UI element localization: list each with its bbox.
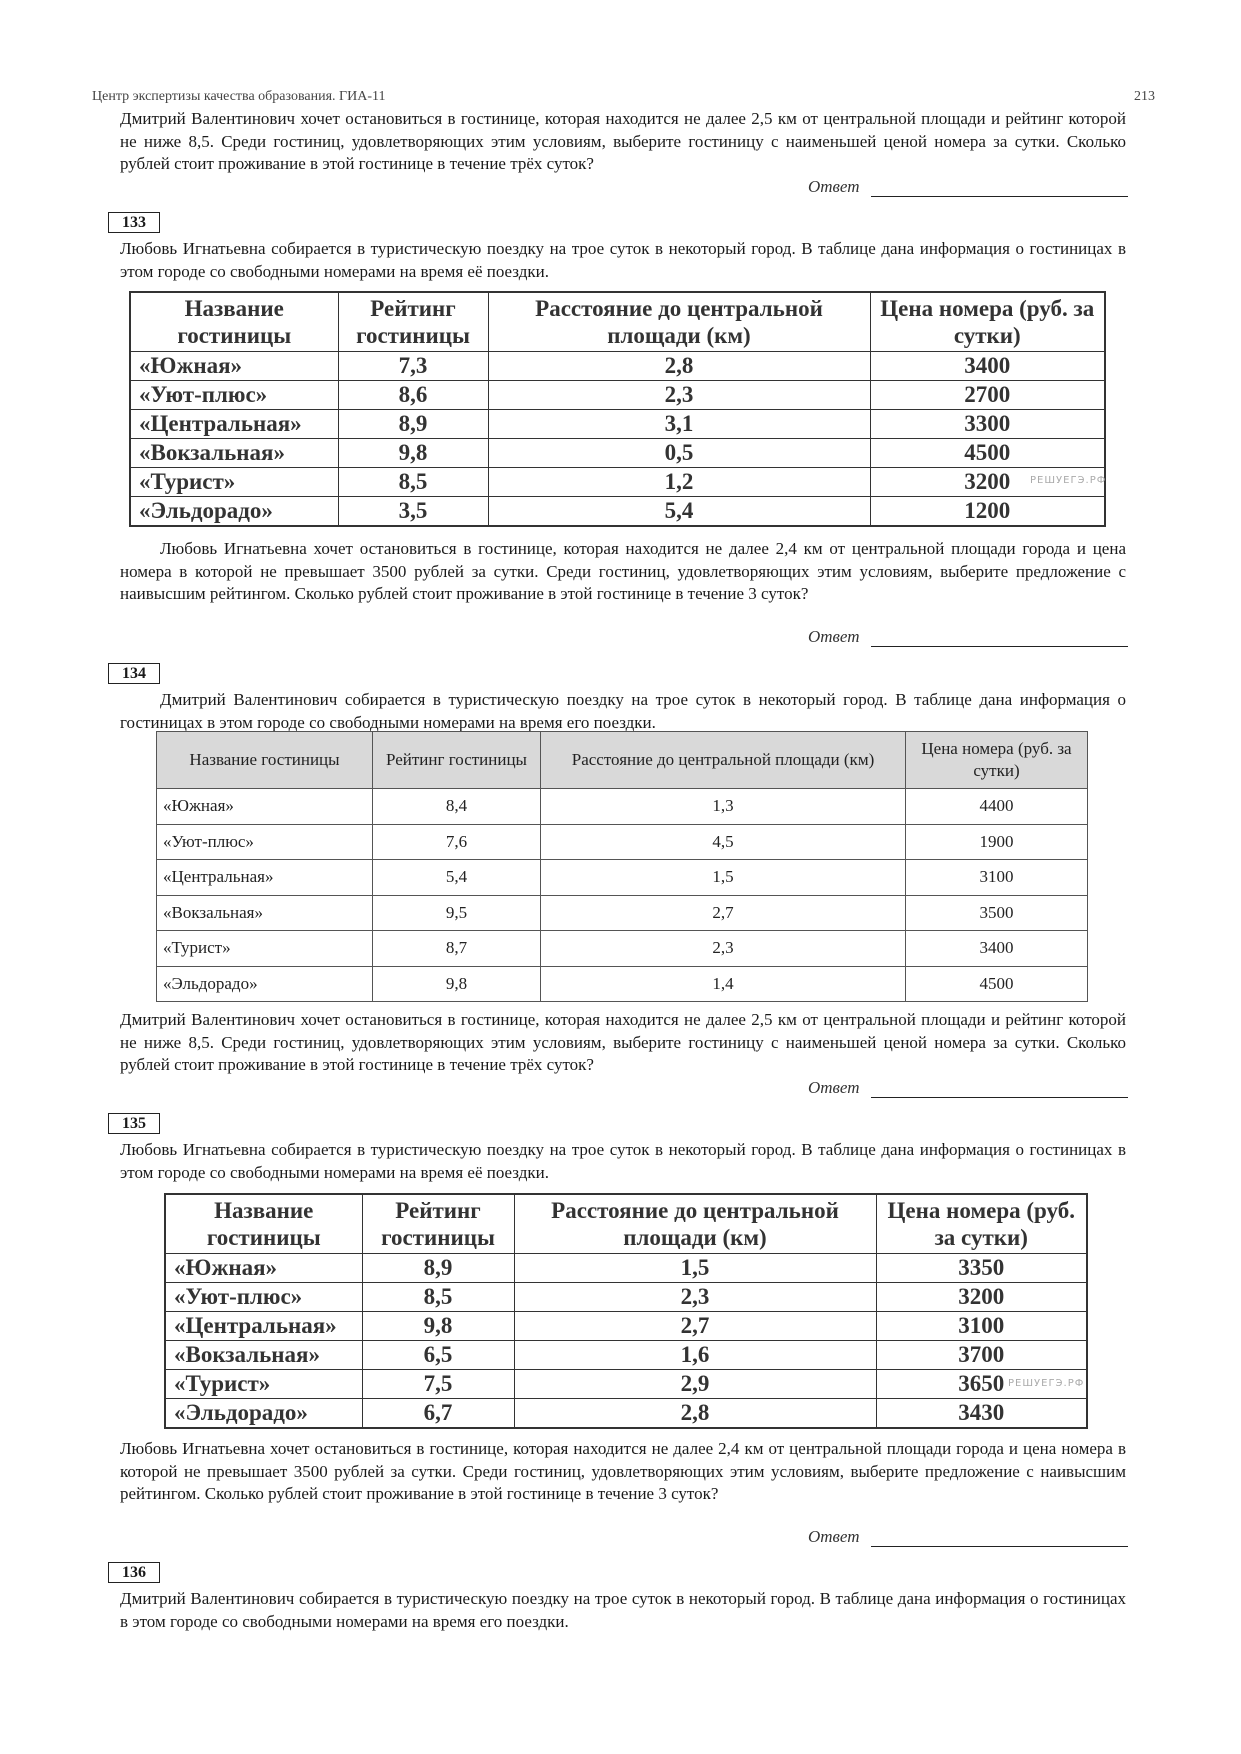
cell-name: «Вокзальная»: [165, 1341, 362, 1370]
cell-distance: 1,5: [541, 860, 906, 896]
table-row: [130, 352, 1105, 381]
cell-distance: 4,5: [541, 824, 906, 860]
cell-rating: 9,8: [362, 1312, 514, 1341]
header-price: Цена номера (руб. за сутки): [906, 732, 1088, 789]
table-row: [165, 1399, 1087, 1429]
cell-price: 3200: [876, 1283, 1087, 1312]
cell-distance: 1,6: [514, 1341, 876, 1370]
cell-price: 3200: [870, 468, 1105, 497]
table-row: [165, 1283, 1087, 1312]
cell-rating: 7,6: [373, 824, 541, 860]
answer-label: Ответ: [808, 177, 860, 196]
header-rating: Рейтинг гостиницы: [362, 1194, 514, 1254]
problem-134-question: Дмитрий Валентинович хочет остановиться в гостинице, которая находится не далее 2,5 км от центральной площади и рейтинг которой не ниже 8,5. Среди гостиниц, удовлетворяющих этим условиям, выберите гостиницу с наименьшей ценой номера за сутки. Сколько рублей стоит проживание в этой гостинице в течение трёх суток?: [120, 1010, 1126, 1074]
answer-line: [871, 1546, 1128, 1547]
cell-name: «Уют-плюс»: [130, 381, 338, 410]
header-distance: Расстояние до центральной площади (км): [488, 292, 870, 352]
answer-field: [808, 1527, 1128, 1549]
table-row: [165, 1341, 1087, 1370]
answer-label: Ответ: [808, 627, 860, 646]
header-distance: Расстояние до центральной площади (км): [541, 732, 906, 789]
answer-line: [871, 646, 1128, 647]
cell-price: 3700: [876, 1341, 1087, 1370]
problem-number-133: 133: [108, 212, 160, 233]
problem-135-question: Любовь Игнатьевна хочет остановиться в гостинице, которая находится не далее 2,4 км от центральной площади города и цена номера в которой не превышает 3500 рублей за сутки. Среди гостиниц, удовлетворяющих этим условиям, выберите предложение с наивысшим рейтингом. Сколько рублей стоит проживание в этой гостинице в течение 3 суток?: [120, 1439, 1126, 1503]
cell-name: «Эльдорадо»: [157, 966, 373, 1002]
table-row: [165, 1254, 1087, 1283]
table-row: [130, 381, 1105, 410]
cell-distance: 2,3: [488, 381, 870, 410]
table-header-row: [130, 292, 1105, 352]
cell-name: «Турист»: [165, 1370, 362, 1399]
cell-name: «Уют-плюс»: [157, 824, 373, 860]
answer-label: Ответ: [808, 1078, 860, 1097]
cell-rating: 8,6: [338, 381, 488, 410]
problem-136-intro: Дмитрий Валентинович собирается в туристическую поездку на трое суток в некоторый город. В таблице дана информация о гостиницах в этом городе со свободными номерами на время его поездки.: [120, 1589, 1126, 1631]
cell-price: 3500: [906, 895, 1088, 931]
table-header-row: [157, 732, 1088, 789]
cell-price: 3100: [906, 860, 1088, 896]
table-row: [157, 824, 1088, 860]
answer-line: [871, 196, 1128, 197]
header-rating: Рейтинг гостиницы: [373, 732, 541, 789]
cell-rating: 8,9: [338, 410, 488, 439]
cell-distance: 3,1: [488, 410, 870, 439]
cell-price: 3100: [876, 1312, 1087, 1341]
hotel-table-133: [129, 291, 1106, 527]
hotel-table-135: [164, 1193, 1088, 1429]
cell-price: 3400: [906, 931, 1088, 967]
cell-rating: 5,4: [373, 860, 541, 896]
cell-rating: 8,5: [362, 1283, 514, 1312]
answer-field: [808, 627, 1128, 649]
cell-rating: 8,5: [338, 468, 488, 497]
cell-distance: 2,7: [541, 895, 906, 931]
table-row: [130, 468, 1105, 497]
cell-name: «Турист»: [130, 468, 338, 497]
header-name: Название гостиницы: [130, 292, 338, 352]
cell-price: 3300: [870, 410, 1105, 439]
header-price: Цена номера (руб. за сутки): [876, 1194, 1087, 1254]
cell-distance: 2,9: [514, 1370, 876, 1399]
cell-price: 3350: [876, 1254, 1087, 1283]
cell-name: «Южная»: [165, 1254, 362, 1283]
cell-name: «Уют-плюс»: [165, 1283, 362, 1312]
table-row: [165, 1370, 1087, 1399]
cell-distance: 1,5: [514, 1254, 876, 1283]
intro-paragraph: Дмитрий Валентинович хочет остановиться в гостинице, которая находится не далее 2,5 км от центральной площади и рейтинг которой не ниже 8,5. Среди гостиниц, удовлетворяющих этим условиям, выберите гостиницу с наименьшей ценой номера за сутки. Сколько рублей стоит проживание в этой гостинице в течение трёх суток?: [120, 109, 1126, 173]
cell-price: 3430: [876, 1399, 1087, 1429]
cell-rating: 6,5: [362, 1341, 514, 1370]
table-row: [130, 410, 1105, 439]
cell-name: «Вокзальная»: [157, 895, 373, 931]
cell-rating: 9,5: [373, 895, 541, 931]
table-row: [130, 439, 1105, 468]
header-name: Название гостиницы: [157, 732, 373, 789]
table-row: [157, 789, 1088, 825]
problem-134-intro: Дмитрий Валентинович собирается в туристическую поездку на трое суток в некоторый город. В таблице дана информация о гостиницах в этом городе со свободными номерами на время его поездки.: [120, 690, 1126, 732]
cell-rating: 8,7: [373, 931, 541, 967]
table-row: [157, 966, 1088, 1002]
answer-line: [871, 1097, 1128, 1098]
cell-distance: 2,3: [514, 1283, 876, 1312]
cell-distance: 1,3: [541, 789, 906, 825]
page-number: 213: [1134, 89, 1155, 104]
table-header-row: [165, 1194, 1087, 1254]
problem-133-intro: Любовь Игнатьевна собирается в туристическую поездку на трое суток в некоторый город. В таблице дана информация о гостиницах в этом городе со свободными номерами на время её поездки.: [120, 239, 1126, 281]
problem-number-134: 134: [108, 663, 160, 684]
cell-name: «Южная»: [130, 352, 338, 381]
header-price: Цена номера (руб. за сутки): [870, 292, 1105, 352]
cell-price: 4500: [870, 439, 1105, 468]
cell-distance: 0,5: [488, 439, 870, 468]
cell-distance: 2,8: [488, 352, 870, 381]
header-title: Центр экспертизы качества образования. ГИА-11: [92, 89, 386, 104]
cell-name: «Центральная»: [157, 860, 373, 896]
cell-price: 1900: [906, 824, 1088, 860]
cell-rating: 7,5: [362, 1370, 514, 1399]
answer-field: [808, 1078, 1128, 1100]
cell-rating: 6,7: [362, 1399, 514, 1429]
problem-135-intro: Любовь Игнатьевна собирается в туристическую поездку на трое суток в некоторый город. В таблице дана информация о гостиницах в этом городе со свободными номерами на время её поездки.: [120, 1140, 1126, 1182]
cell-price: 2700: [870, 381, 1105, 410]
cell-rating: 9,8: [338, 439, 488, 468]
page-header: [92, 89, 1155, 107]
cell-price: 3650: [876, 1370, 1087, 1399]
answer-label: Ответ: [808, 1527, 860, 1546]
table-row: [157, 931, 1088, 967]
cell-name: «Центральная»: [165, 1312, 362, 1341]
cell-name: «Эльдорадо»: [130, 497, 338, 527]
cell-rating: 8,9: [362, 1254, 514, 1283]
header-rating: Рейтинг гостиницы: [338, 292, 488, 352]
cell-price: 1200: [870, 497, 1105, 527]
watermark: РЕШУЕГЭ.РФ: [1030, 475, 1107, 486]
watermark: РЕШУЕГЭ.РФ: [1008, 1378, 1085, 1389]
cell-distance: 2,8: [514, 1399, 876, 1429]
problem-number-136: 136: [108, 1562, 160, 1583]
cell-price: 3400: [870, 352, 1105, 381]
cell-distance: 5,4: [488, 497, 870, 527]
table-row: [157, 895, 1088, 931]
cell-name: «Вокзальная»: [130, 439, 338, 468]
cell-distance: 2,3: [541, 931, 906, 967]
header-name: Название гостиницы: [165, 1194, 362, 1254]
table-row: [165, 1312, 1087, 1341]
hotel-table-134: [156, 731, 1088, 1002]
cell-name: «Центральная»: [130, 410, 338, 439]
cell-name: «Южная»: [157, 789, 373, 825]
cell-rating: 3,5: [338, 497, 488, 527]
cell-distance: 1,4: [541, 966, 906, 1002]
table-row: [130, 497, 1105, 527]
cell-price: 4500: [906, 966, 1088, 1002]
cell-price: 4400: [906, 789, 1088, 825]
cell-rating: 8,4: [373, 789, 541, 825]
table-row: [157, 860, 1088, 896]
cell-distance: 2,7: [514, 1312, 876, 1341]
answer-field: [808, 177, 1128, 199]
problem-number-135: 135: [108, 1113, 160, 1134]
cell-name: «Турист»: [157, 931, 373, 967]
cell-rating: 7,3: [338, 352, 488, 381]
cell-rating: 9,8: [373, 966, 541, 1002]
problem-133-question: Любовь Игнатьевна хочет остановиться в гостинице, которая находится не далее 2,4 км от центральной площади города и цена номера в которой не превышает 3500 рублей за сутки. Среди гостиниц, удовлетворяющих этим условиям, выберите предложение с наивысшим рейтингом. Сколько рублей стоит проживание в этой гостинице в течение 3 суток?: [120, 539, 1126, 603]
cell-distance: 1,2: [488, 468, 870, 497]
cell-name: «Эльдорадо»: [165, 1399, 362, 1429]
header-distance: Расстояние до центральной площади (км): [514, 1194, 876, 1254]
